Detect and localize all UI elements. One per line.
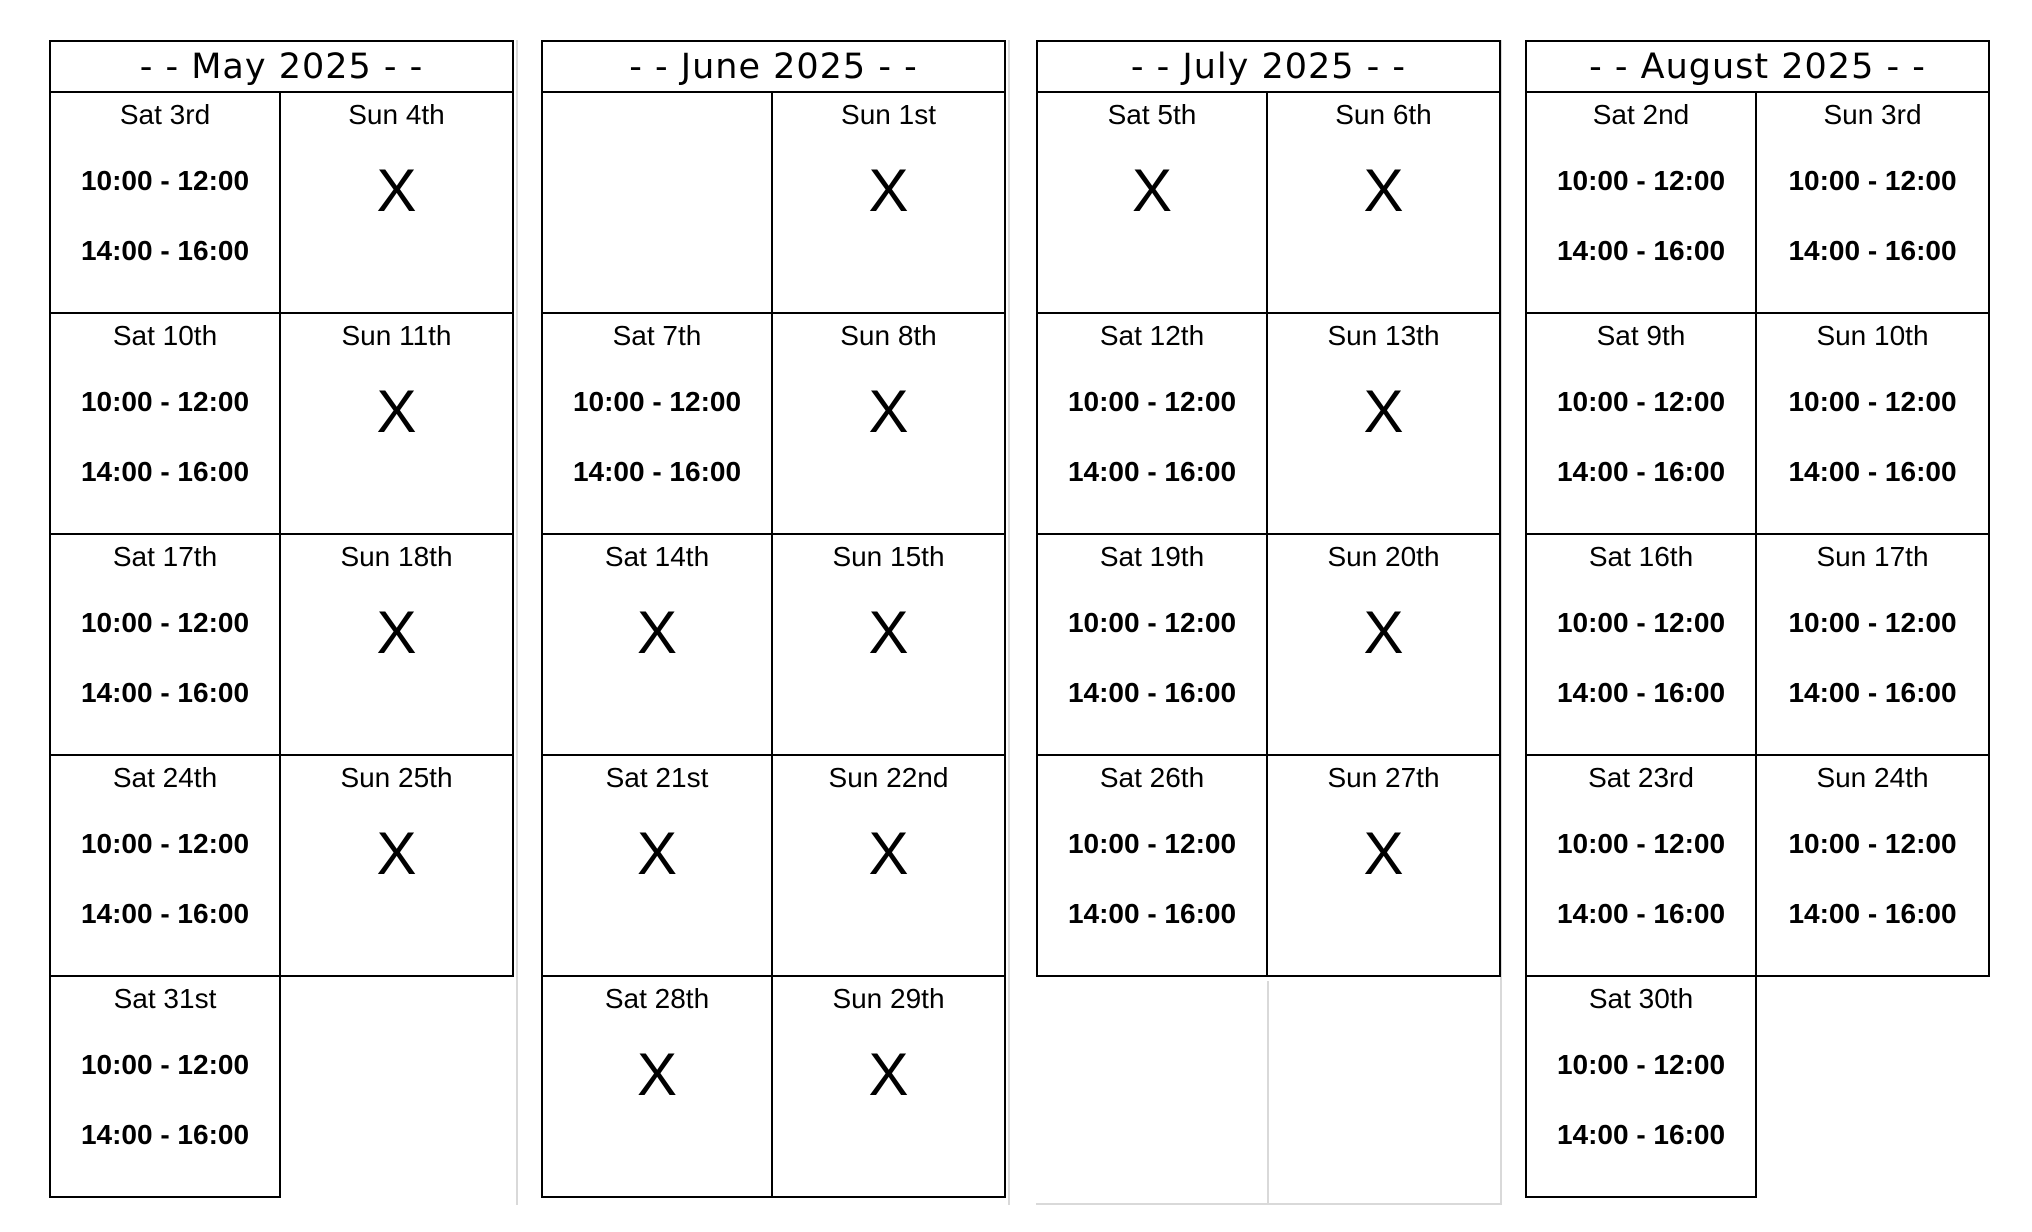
- day-label: Sat 12th: [1099, 320, 1205, 351]
- day-label: Sat 2nd: [1592, 99, 1690, 130]
- month-title: - - June 2025 - -: [541, 40, 1006, 93]
- time-slot: 14:00 - 16:00: [1556, 898, 1726, 929]
- saturday-cell: [541, 977, 773, 1198]
- time-slot: 14:00 - 16:00: [1067, 456, 1237, 487]
- month-days-grid: [49, 93, 514, 1198]
- day-label: Sat 31st: [113, 983, 217, 1014]
- saturday-cell: [49, 977, 281, 1198]
- day-label: Sun 10th: [1816, 320, 1929, 351]
- time-slot: 14:00 - 16:00: [1788, 677, 1957, 708]
- time-slot: 10:00 - 12:00: [80, 1049, 250, 1080]
- time-slot: 14:00 - 16:00: [80, 898, 250, 929]
- month-title: - - July 2025 - -: [1036, 40, 1501, 93]
- sunday-cell: [1268, 314, 1501, 535]
- time-slot: 10:00 - 12:00: [1556, 165, 1726, 196]
- month-title: - - August 2025 - -: [1525, 40, 1990, 93]
- closed-mark: X: [868, 599, 909, 666]
- time-slot: 14:00 - 16:00: [1556, 456, 1726, 487]
- saturday-cell: [1036, 93, 1268, 314]
- day-label: Sun 18th: [340, 541, 453, 572]
- closed-mark: X: [636, 599, 678, 666]
- day-label: Sun 15th: [832, 541, 945, 572]
- time-slot: 10:00 - 12:00: [1067, 386, 1237, 417]
- saturday-cell: [49, 93, 281, 314]
- sunday-cell: [773, 93, 1006, 314]
- saturday-cell: [1036, 756, 1268, 977]
- time-slot: 10:00 - 12:00: [80, 165, 250, 196]
- sunday-cell: [281, 977, 514, 1198]
- sunday-cell: [1757, 535, 1990, 756]
- time-slot: 10:00 - 12:00: [1788, 386, 1957, 417]
- sunday-cell: [281, 756, 514, 977]
- sunday-cell: [1268, 93, 1501, 314]
- saturday-cell: [49, 756, 281, 977]
- time-slot: 14:00 - 16:00: [1067, 898, 1237, 929]
- saturday-cell: [1525, 977, 1757, 1198]
- saturday-cell: [541, 535, 773, 756]
- day-label: Sun 11th: [341, 320, 452, 351]
- sheet-gridline: [1267, 981, 1269, 1205]
- saturday-cell: [49, 535, 281, 756]
- saturday-cell: [1525, 535, 1757, 756]
- closed-mark: X: [868, 378, 909, 445]
- saturday-cell: [541, 314, 773, 535]
- day-label: Sun 1st: [841, 99, 936, 130]
- sunday-cell: [773, 314, 1006, 535]
- day-label: Sat 9th: [1596, 320, 1686, 351]
- time-slot: 10:00 - 12:00: [572, 386, 742, 417]
- sunday-cell: [773, 535, 1006, 756]
- sunday-cell: [773, 756, 1006, 977]
- day-label: Sat 14th: [604, 541, 710, 572]
- time-slot: 10:00 - 12:00: [1788, 165, 1957, 196]
- day-label: Sat 17th: [112, 541, 218, 572]
- day-label: Sat 19th: [1099, 541, 1205, 572]
- day-label: Sun 3rd: [1823, 99, 1922, 130]
- time-slot: 14:00 - 16:00: [1556, 235, 1726, 266]
- sunday-cell: [1757, 756, 1990, 977]
- time-slot: 14:00 - 16:00: [80, 235, 250, 266]
- closed-mark: X: [1363, 378, 1404, 445]
- month-days-grid: [541, 93, 1006, 1198]
- day-label: Sat 26th: [1099, 762, 1205, 793]
- time-slot: 10:00 - 12:00: [1788, 828, 1957, 859]
- time-slot: 10:00 - 12:00: [1556, 607, 1726, 638]
- time-slot: 10:00 - 12:00: [1556, 828, 1726, 859]
- closed-mark: X: [868, 157, 909, 224]
- sunday-cell: [1757, 977, 1990, 1198]
- saturday-cell: [541, 756, 773, 977]
- day-label: Sat 16th: [1588, 541, 1694, 572]
- time-slot: 10:00 - 12:00: [1556, 1049, 1726, 1080]
- month-title: - - May 2025 - -: [49, 40, 514, 93]
- closed-mark: X: [376, 157, 417, 224]
- day-label: Sun 4th: [348, 99, 445, 130]
- day-label: Sat 3rd: [119, 99, 211, 130]
- closed-mark: X: [376, 820, 417, 887]
- time-slot: 10:00 - 12:00: [1067, 607, 1237, 638]
- closed-mark: X: [376, 599, 417, 666]
- sunday-cell: [281, 314, 514, 535]
- closed-mark: X: [1363, 599, 1404, 666]
- closed-mark: X: [1363, 157, 1404, 224]
- sheet-gridline: [1008, 40, 1010, 1205]
- closed-mark: X: [868, 1041, 909, 1108]
- closed-mark: X: [636, 1041, 678, 1108]
- day-label: Sun 29th: [832, 983, 945, 1014]
- closed-mark: X: [636, 820, 678, 887]
- sunday-cell: [1268, 756, 1501, 977]
- day-label: Sun 27th: [1327, 762, 1440, 793]
- day-label: Sun 25th: [340, 762, 453, 793]
- day-label: Sat 24th: [112, 762, 218, 793]
- day-label: Sun 24th: [1816, 762, 1929, 793]
- closed-mark: X: [376, 378, 417, 445]
- day-label: Sun 20th: [1327, 541, 1440, 572]
- time-slot: 10:00 - 12:00: [80, 386, 250, 417]
- time-slot: 14:00 - 16:00: [80, 1119, 250, 1150]
- day-label: Sat 23rd: [1588, 762, 1694, 793]
- day-label: Sat 28th: [604, 983, 710, 1014]
- time-slot: 10:00 - 12:00: [1067, 828, 1237, 859]
- month-days-grid: [1525, 93, 1990, 1198]
- month-block: [49, 40, 514, 1198]
- day-label: Sun 22nd: [828, 762, 949, 793]
- time-slot: 14:00 - 16:00: [1788, 456, 1957, 487]
- time-slot: 14:00 - 16:00: [1067, 677, 1237, 708]
- time-slot: 10:00 - 12:00: [1788, 607, 1957, 638]
- month-block: [541, 40, 1006, 1198]
- day-label: Sat 21st: [605, 762, 709, 793]
- saturday-cell: [49, 314, 281, 535]
- saturday-cell: [1036, 535, 1268, 756]
- time-slot: 14:00 - 16:00: [1556, 1119, 1726, 1150]
- sunday-cell: [281, 93, 514, 314]
- time-slot: 10:00 - 12:00: [80, 607, 250, 638]
- saturday-cell: [1525, 314, 1757, 535]
- day-label: Sun 13th: [1327, 320, 1440, 351]
- saturday-cell: [1036, 314, 1268, 535]
- day-label: Sat 10th: [112, 320, 218, 351]
- time-slot: 10:00 - 12:00: [80, 828, 250, 859]
- time-slot: 10:00 - 12:00: [1556, 386, 1726, 417]
- sunday-cell: [1757, 93, 1990, 314]
- time-slot: 14:00 - 16:00: [1556, 677, 1726, 708]
- sunday-cell: [1757, 314, 1990, 535]
- time-slot: 14:00 - 16:00: [80, 456, 250, 487]
- saturday-cell: [541, 93, 773, 314]
- sunday-cell: [281, 535, 514, 756]
- day-label: Sun 8th: [840, 320, 937, 351]
- closed-mark: X: [1363, 820, 1404, 887]
- time-slot: 14:00 - 16:00: [1788, 898, 1957, 929]
- sunday-cell: [1268, 535, 1501, 756]
- day-label: Sun 6th: [1335, 99, 1432, 130]
- time-slot: 14:00 - 16:00: [80, 677, 250, 708]
- sunday-cell: [773, 977, 1006, 1198]
- day-label: Sat 30th: [1588, 983, 1694, 1014]
- month-block: [1525, 40, 1990, 1198]
- closed-mark: X: [868, 820, 909, 887]
- time-slot: 14:00 - 16:00: [572, 456, 742, 487]
- time-slot: 14:00 - 16:00: [1788, 235, 1957, 266]
- saturday-cell: [1525, 93, 1757, 314]
- sheet-gridline: [516, 40, 518, 1205]
- saturday-cell: [1525, 756, 1757, 977]
- day-label: Sun 17th: [1816, 541, 1929, 572]
- day-label: Sat 7th: [612, 320, 702, 351]
- month-days-grid: [1036, 93, 1501, 977]
- closed-mark: X: [1131, 157, 1173, 224]
- day-label: Sat 5th: [1107, 99, 1197, 130]
- month-block: [1036, 40, 1501, 977]
